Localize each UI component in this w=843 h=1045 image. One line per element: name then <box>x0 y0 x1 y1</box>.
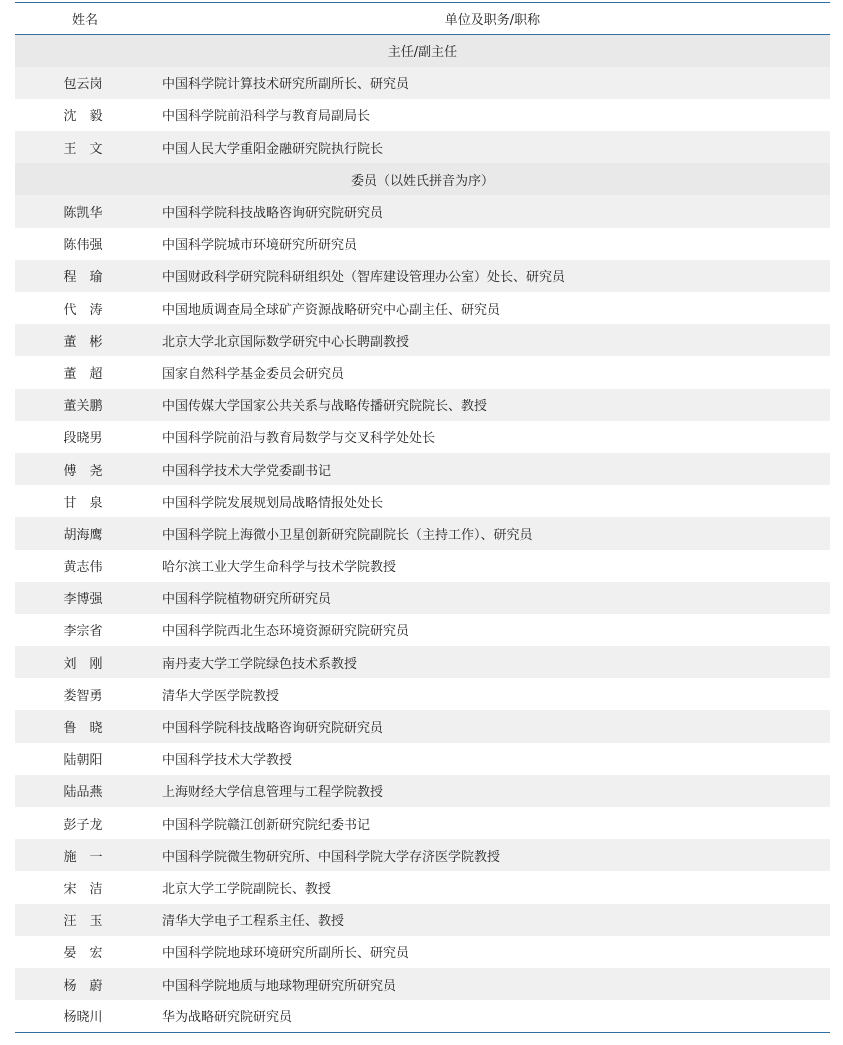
member-organization: 中国人民大学重阳金融研究院执行院长 <box>155 131 830 163</box>
member-organization: 中国科学院前沿科学与教育局副局长 <box>155 99 830 131</box>
member-name: 沈 毅 <box>15 99 155 131</box>
member-organization: 中国财政科学研究院科研组织处（智库建设管理办公室）处长、研究员 <box>155 260 830 292</box>
member-name: 傅 尧 <box>15 453 155 485</box>
table-row <box>15 485 830 517</box>
committee-table-container <box>15 2 830 1033</box>
member-name: 包云岗 <box>15 67 155 99</box>
table-row <box>15 356 830 388</box>
table-row <box>15 582 830 614</box>
member-organization: 华为战略研究院研究员 <box>155 1000 830 1032</box>
table-row <box>15 1000 830 1032</box>
member-name: 王 文 <box>15 131 155 163</box>
table-row <box>15 614 830 646</box>
table-body <box>15 35 830 1033</box>
table-row <box>15 807 830 839</box>
header-row <box>15 3 830 35</box>
section-header-row <box>15 35 830 67</box>
table-row <box>15 871 830 903</box>
table-row <box>15 775 830 807</box>
member-name: 李宗省 <box>15 614 155 646</box>
table-row <box>15 195 830 227</box>
member-organization: 中国科学技术大学教授 <box>155 743 830 775</box>
member-name: 宋 洁 <box>15 871 155 903</box>
member-name: 晏 宏 <box>15 936 155 968</box>
member-name: 娄智勇 <box>15 678 155 710</box>
member-organization: 中国科学院前沿与教育局数学与交叉科学处处长 <box>155 421 830 453</box>
member-name: 董 超 <box>15 356 155 388</box>
member-organization: 中国科学院微生物研究所、中国科学院大学存济医学院教授 <box>155 839 830 871</box>
member-organization: 清华大学医学院教授 <box>155 678 830 710</box>
member-name: 彭子龙 <box>15 807 155 839</box>
table-row <box>15 678 830 710</box>
member-organization: 中国科学院地质与地球物理研究所研究员 <box>155 968 830 1000</box>
table-row <box>15 646 830 678</box>
table-row <box>15 517 830 549</box>
table-row <box>15 453 830 485</box>
column-header-org: 单位及职务/职称 <box>155 3 830 35</box>
member-organization: 中国科学院城市环境研究所研究员 <box>155 228 830 260</box>
member-name: 胡海鹰 <box>15 517 155 549</box>
member-organization: 上海财经大学信息管理与工程学院教授 <box>155 775 830 807</box>
member-name: 甘 泉 <box>15 485 155 517</box>
member-organization: 中国科学院植物研究所研究员 <box>155 582 830 614</box>
table-row <box>15 550 830 582</box>
table-row <box>15 710 830 742</box>
member-organization: 中国地质调查局全球矿产资源战略研究中心副主任、研究员 <box>155 292 830 324</box>
member-organization: 国家自然科学基金委员会研究员 <box>155 356 830 388</box>
section-title: 委员（以姓氏拼音为序） <box>15 163 830 195</box>
section-header-row <box>15 163 830 195</box>
member-name: 李博强 <box>15 582 155 614</box>
member-organization: 中国传媒大学国家公共关系与战略传播研究院院长、教授 <box>155 389 830 421</box>
column-header-name: 姓名 <box>15 3 155 35</box>
member-name: 董 彬 <box>15 324 155 356</box>
member-name: 鲁 晓 <box>15 710 155 742</box>
member-name: 杨晓川 <box>15 1000 155 1032</box>
table-row <box>15 389 830 421</box>
table-row <box>15 421 830 453</box>
member-name: 汪 玉 <box>15 904 155 936</box>
table-row <box>15 324 830 356</box>
member-organization: 中国科学院地球环境研究所副所长、研究员 <box>155 936 830 968</box>
table-header <box>15 3 830 35</box>
member-organization: 中国科学院西北生态环境资源研究院研究员 <box>155 614 830 646</box>
member-name: 刘 刚 <box>15 646 155 678</box>
section-title: 主任/副主任 <box>15 35 830 67</box>
member-organization: 中国科学院发展规划局战略情报处处长 <box>155 485 830 517</box>
table-row <box>15 936 830 968</box>
member-name: 程 瑜 <box>15 260 155 292</box>
member-organization: 南丹麦大学工学院绿色技术系教授 <box>155 646 830 678</box>
member-organization: 清华大学电子工程系主任、教授 <box>155 904 830 936</box>
table-row <box>15 131 830 163</box>
member-name: 段晓男 <box>15 421 155 453</box>
committee-table <box>15 2 830 1033</box>
member-name: 陈凯华 <box>15 195 155 227</box>
member-organization: 中国科学院上海微小卫星创新研究院副院长（主持工作）、研究员 <box>155 517 830 549</box>
member-organization: 北京大学工学院副院长、教授 <box>155 871 830 903</box>
member-name: 杨 蔚 <box>15 968 155 1000</box>
member-organization: 中国科学院科技战略咨询研究院研究员 <box>155 195 830 227</box>
member-organization: 北京大学北京国际数学研究中心长聘副教授 <box>155 324 830 356</box>
member-name: 黄志伟 <box>15 550 155 582</box>
member-name: 陆品燕 <box>15 775 155 807</box>
member-organization: 中国科学院科技战略咨询研究院研究员 <box>155 710 830 742</box>
member-organization: 哈尔滨工业大学生命科学与技术学院教授 <box>155 550 830 582</box>
member-name: 施 一 <box>15 839 155 871</box>
table-row <box>15 968 830 1000</box>
member-name: 董关鹏 <box>15 389 155 421</box>
member-organization: 中国科学技术大学党委副书记 <box>155 453 830 485</box>
table-row <box>15 839 830 871</box>
member-name: 代 涛 <box>15 292 155 324</box>
table-row <box>15 260 830 292</box>
table-row <box>15 743 830 775</box>
member-organization: 中国科学院赣江创新研究院纪委书记 <box>155 807 830 839</box>
member-organization: 中国科学院计算技术研究所副所长、研究员 <box>155 67 830 99</box>
member-name: 陈伟强 <box>15 228 155 260</box>
table-row <box>15 904 830 936</box>
table-row <box>15 67 830 99</box>
table-row <box>15 228 830 260</box>
table-row <box>15 99 830 131</box>
member-name: 陆朝阳 <box>15 743 155 775</box>
table-row <box>15 292 830 324</box>
